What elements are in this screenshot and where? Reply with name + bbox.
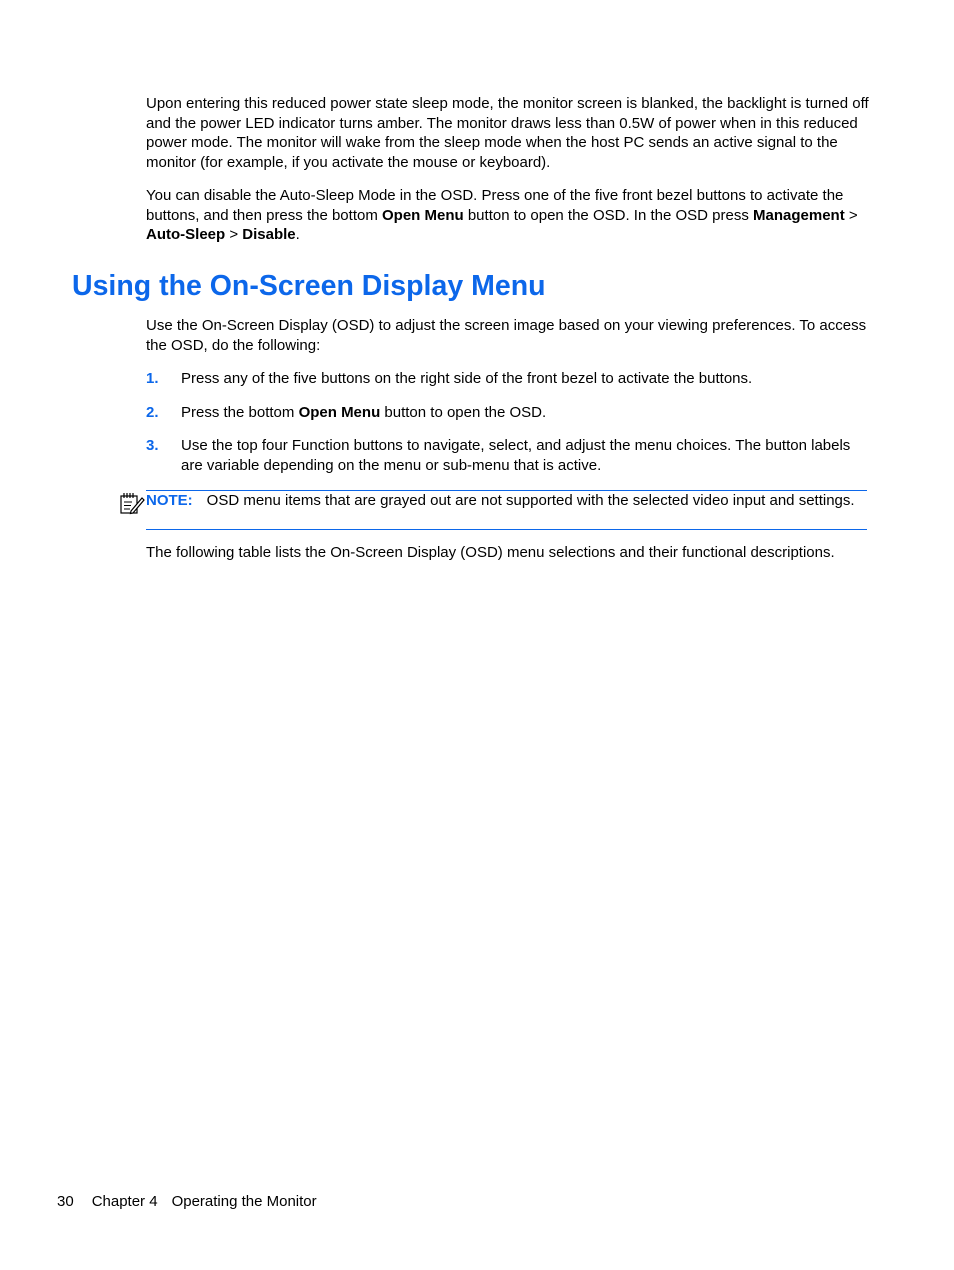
note-label: NOTE: <box>146 492 193 509</box>
open-menu-term: Open Menu <box>298 404 381 421</box>
note-pad-pencil-icon <box>118 490 146 516</box>
chapter-title: Operating the Monitor <box>171 1193 317 1210</box>
step-text: Press any of the five buttons on the right side of the front bezel to activate the buttons. <box>181 370 753 387</box>
step-text: Use the top four Function buttons to navigate, select, and adjust the menu choices. The button labels are variable depending on the menu or sub-menu that is active. <box>181 437 851 474</box>
management-term: Management <box>753 206 845 224</box>
note-text: NOTE: OSD menu items that are grayed out are not supported with the selected video input and settings. <box>146 492 855 509</box>
closing-paragraph: The following table lists the On-Screen Display (OSD) menu selections and their functional descriptions. <box>146 544 835 561</box>
step-number: 1. <box>146 370 159 387</box>
open-menu-term: Open Menu <box>382 206 464 224</box>
chapter-label: Chapter 4 <box>91 1193 158 1210</box>
section-heading: Using the On-Screen Display Menu <box>72 270 546 302</box>
auto-sleep-term: Auto-Sleep <box>146 226 226 243</box>
page-number: 30 <box>57 1193 74 1210</box>
step-text: Press the bottom Open Menu button to open the OSD. <box>181 404 547 421</box>
disable-term: Disable <box>242 226 296 243</box>
step-number: 2. <box>146 404 159 421</box>
intro-paragraph-sleep-mode: Upon entering this reduced power state sleep mode, the monitor screen is blanked, the backlight is turned off and the power LED indicator turns amber. The monitor draws less than 0.5W of power when in this reduced power mode. The monitor will wake from the sleep mode when the host PC sends an active signal to the monitor (for example, if you activate the mouse or keyboard). <box>146 95 869 171</box>
note-box <box>146 490 867 530</box>
page-footer <box>57 1192 317 1212</box>
intro-paragraph-auto-sleep: You can disable the Auto-Sleep Mode in the OSD. Press one of the five front bezel buttons to activate the buttons, and then press the bottom Open Menu button to open the OSD. In the OSD press Management > Auto-Sleep > Disable. <box>146 187 858 243</box>
step-number: 3. <box>146 437 159 454</box>
section-intro-paragraph: Use the On-Screen Display (OSD) to adjust the screen image based on your viewing preferences. To access the OSD, do the following: <box>146 317 867 354</box>
